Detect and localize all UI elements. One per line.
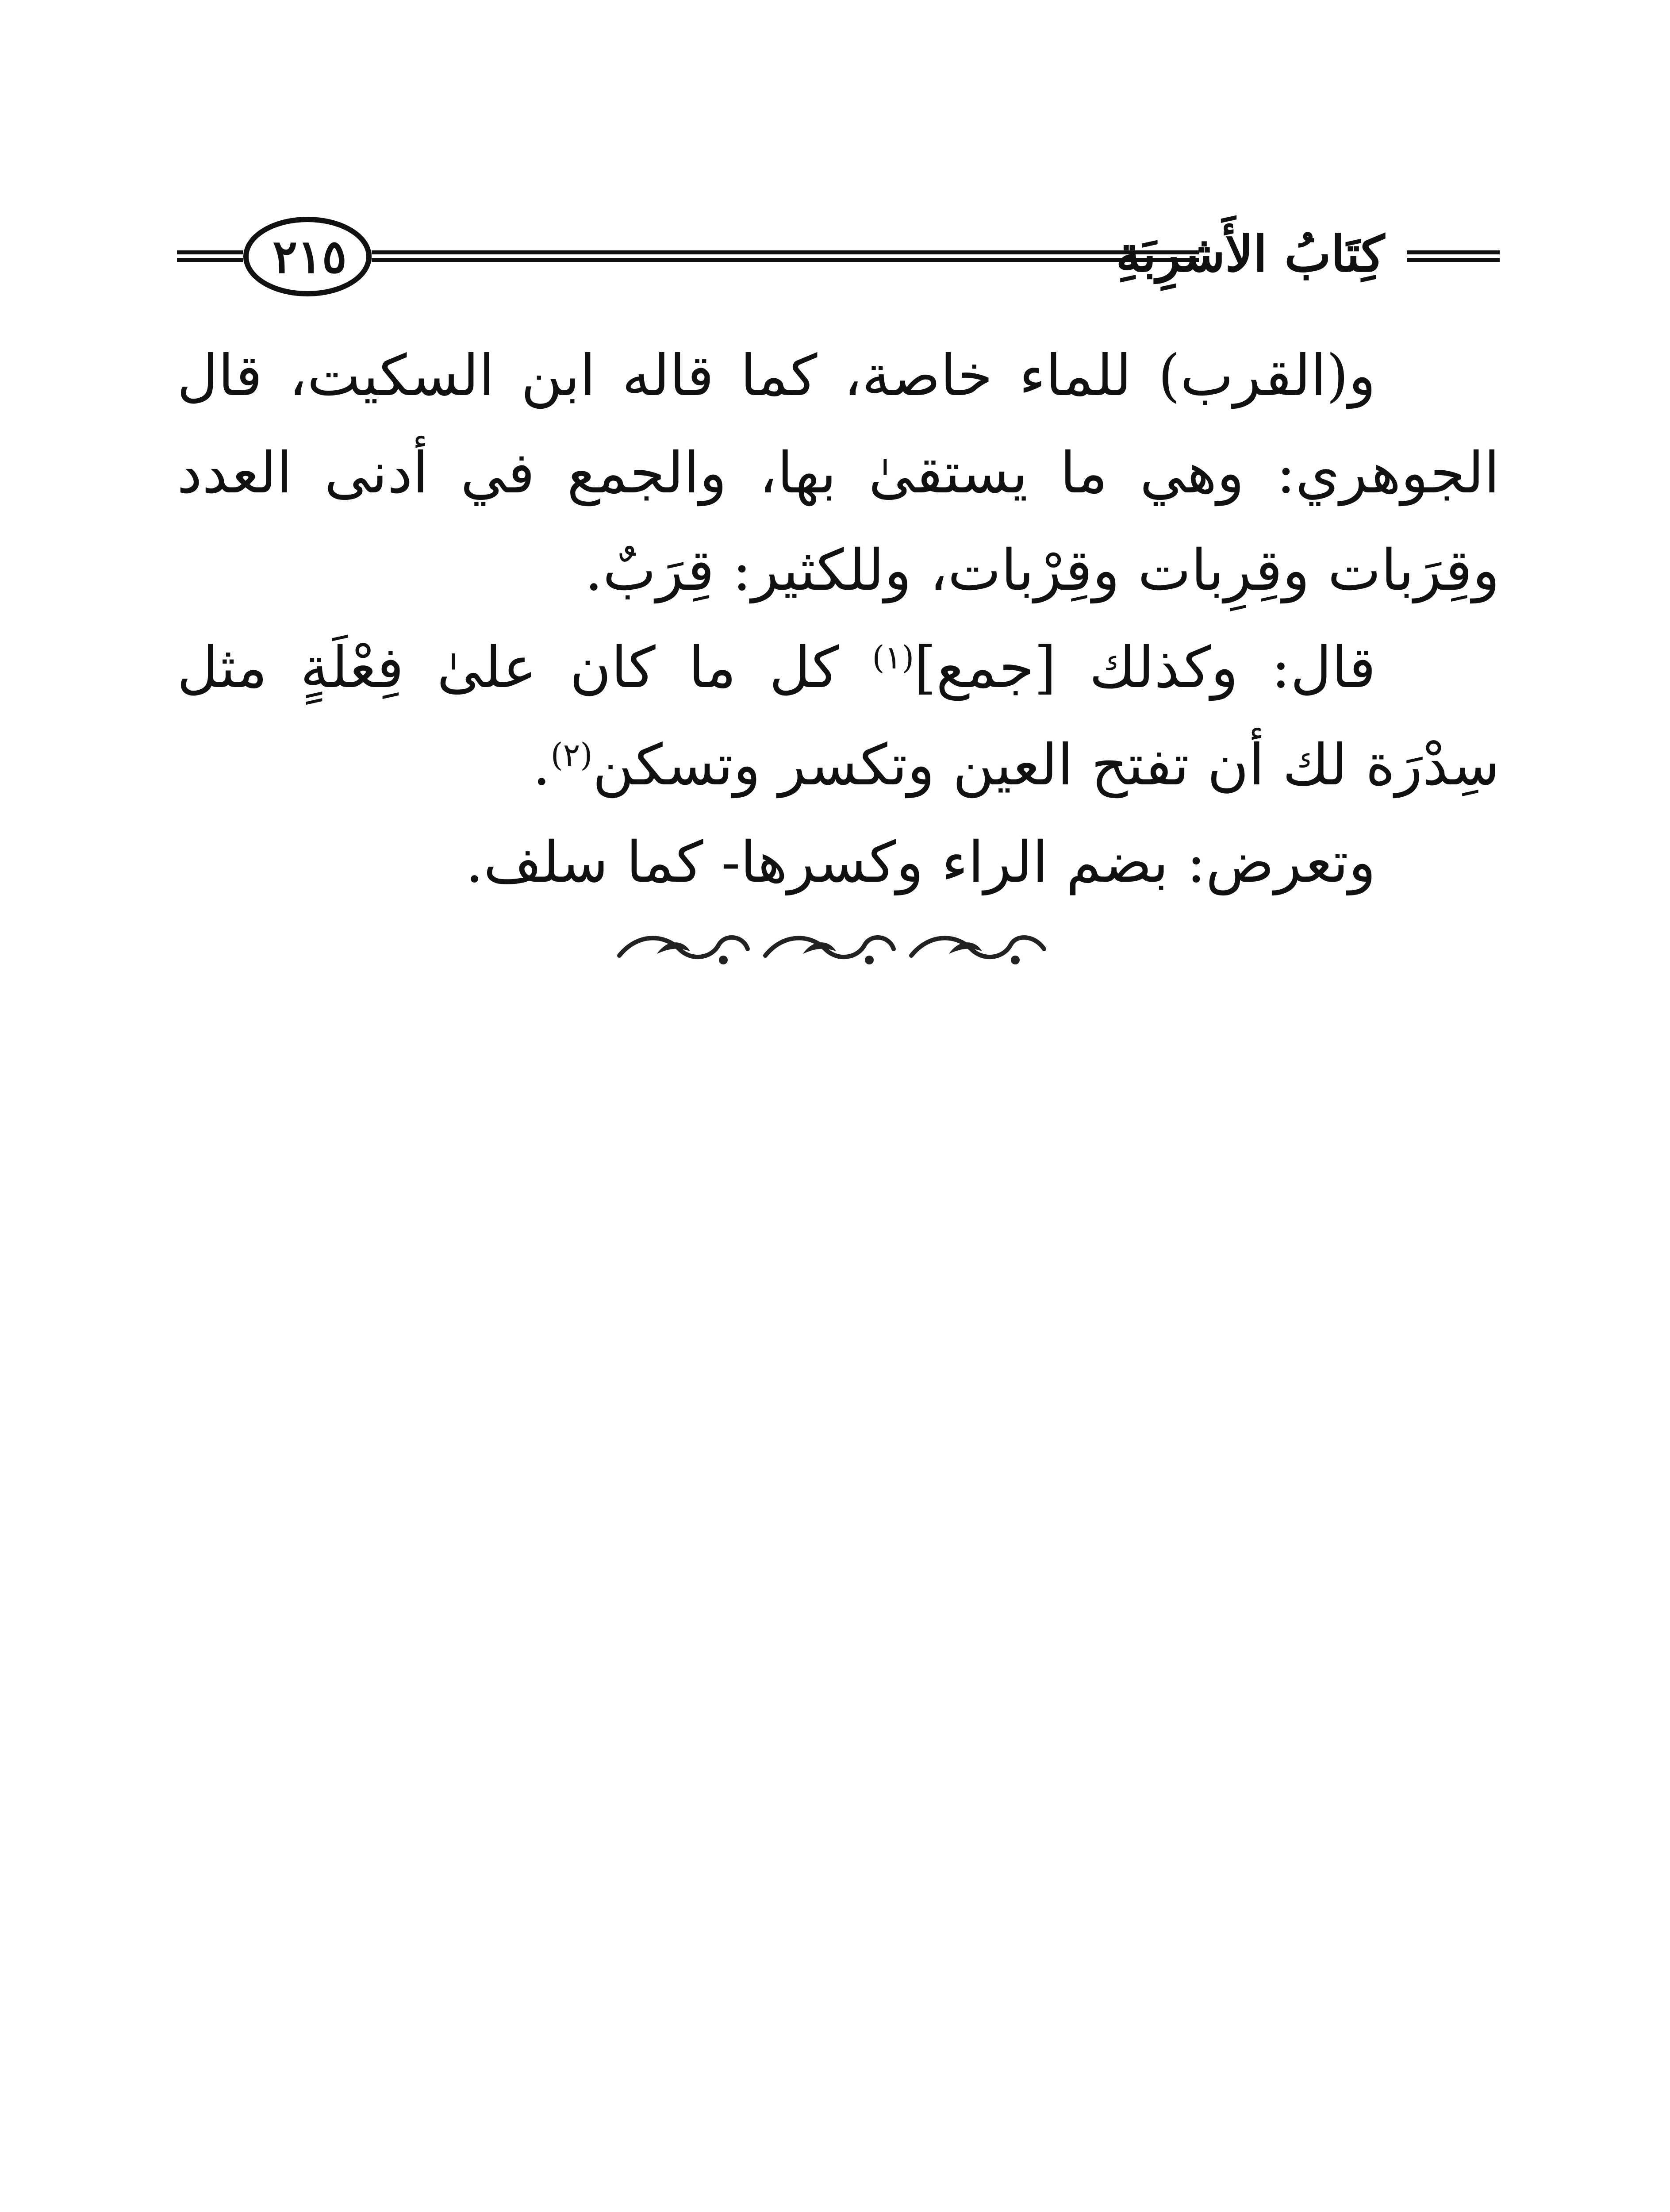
book-title: كِتَابُ الأَشرِبَةِ: [1116, 225, 1385, 283]
paragraph-text-middle: كل ما كان علىٰ فِعْلَةٍ مثل سِدْرَة لك أن تفتح العين وتكسر وتسكن: [177, 635, 1500, 798]
footnote-reference-1: (١): [872, 639, 914, 676]
paragraph-plural-pattern: [177, 619, 1500, 814]
header-middle-double-rule: [372, 250, 1199, 262]
decorative-ornament-divider: [610, 925, 1053, 973]
header-left-double-rule: [177, 250, 243, 262]
paragraph-taarud: [177, 814, 1500, 911]
paragraph-text: وتعرض: بضم الراء وكسرها- كما سلف.: [465, 830, 1376, 895]
page-number: ٢١٥: [273, 229, 347, 284]
main-text: [177, 327, 1500, 911]
page-header: [177, 212, 1500, 301]
footnote-reference-2: (٢): [550, 736, 593, 773]
paragraph-text: و(القرب) للماء خاصة، كما قاله ابن السكيت، قال الجوهري: وهي ما يستقىٰ بها، والجمع في أدنى العدد وقِرَبات وقِرِبات وقِرْبات، وللكثير: قِرَبٌ.: [177, 343, 1500, 603]
paragraph-qirab: [177, 327, 1500, 619]
paragraph-text-end: .: [532, 732, 551, 798]
header-right-double-rule: [1407, 250, 1500, 262]
paragraph-text-start: قال: وكذلك [جمع]: [914, 635, 1376, 701]
